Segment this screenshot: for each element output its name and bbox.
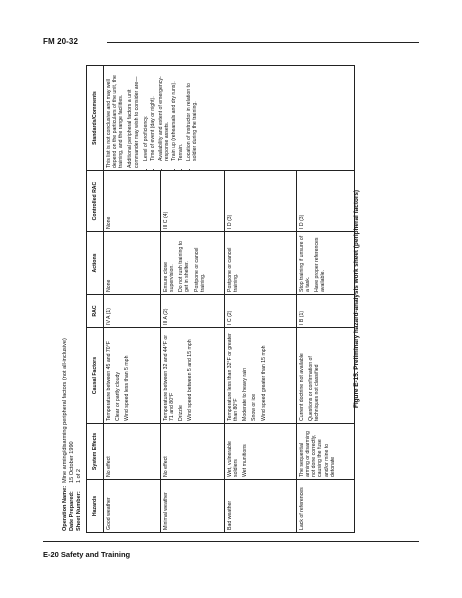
footer-rule (43, 541, 419, 542)
causal-text: Temperature between 32 and 44°F or 71 and 80°F (162, 335, 175, 421)
column-header-system-effects: System Effects (87, 424, 104, 480)
standards-bullet: • Train up (rehearsals and dry runs). (171, 68, 177, 161)
causal-factors-cell (297, 328, 355, 424)
page-footer: E-20 Safety and Training (43, 550, 131, 559)
column-header-controlled-rac: Controlled RAC (87, 171, 104, 232)
rotated-figure-area (62, 61, 378, 537)
controlled-rac-cell: None (104, 171, 161, 232)
table-row (104, 66, 161, 533)
causal-factors-cell (161, 328, 225, 424)
action-text: Ensure close supervision. (162, 262, 175, 292)
effect-text: Wet, vulnerable soldiers (226, 441, 239, 477)
hazard-cell: Bad weather (225, 480, 297, 533)
sheet-number-value: 1 of 2 (76, 469, 83, 483)
standards-comments-cell (104, 66, 355, 171)
manual-id: FM 20-32 (43, 37, 79, 46)
operation-name-value: Mine arming/disarming peripheral factors (not all-inclusive) (62, 338, 68, 483)
hazard-analysis-table (86, 65, 355, 533)
operation-info (62, 71, 84, 531)
system-effects-cell (297, 424, 355, 480)
rac-cell: III A (2) (161, 295, 225, 328)
operation-name-row (62, 71, 69, 531)
column-header-causal-factors: Causal Factors (87, 328, 104, 424)
action-text: Stop training if unsure of a task. (298, 235, 311, 292)
standards-bullet: • Level of proficiency. (143, 68, 149, 161)
standards-bullet: • Time of event (day or night). (150, 68, 156, 161)
controlled-rac-cell: III C (4) (161, 171, 225, 232)
sheet-number-label: Sheet Number: (76, 491, 83, 531)
controlled-rac-cell: I D (3) (297, 171, 355, 232)
causal-text: Wind speed greater than 15 mph (260, 345, 267, 421)
standards-bullet-list (143, 68, 198, 168)
actions-cell (225, 232, 297, 295)
hazard-cell: Good weather (104, 480, 161, 533)
causal-text: Current doctrine not available (298, 353, 305, 421)
rac-cell: I B (1) (297, 295, 355, 328)
standards-intro: This list is not conclusive and may well depend on the particulars of the unit, the training, and the range facilities. (105, 75, 125, 168)
effect-text: No effect (105, 456, 112, 477)
standards-bullet: • Availability and extent of emergency-response assets. (158, 68, 171, 161)
effect-text: Wet munitions (242, 444, 249, 477)
actions-cell (161, 232, 225, 295)
standards-bullet: • Terrain. (178, 68, 184, 161)
rotated-figure (62, 61, 378, 537)
causal-text: Clear or partly cloudy (114, 371, 121, 421)
action-text: Postpone or cancel training. (226, 247, 239, 292)
causal-factors-cell (225, 328, 297, 424)
rac-cell: I C (2) (225, 295, 297, 328)
causal-text: Temperature between 45 and 70°F (105, 341, 112, 421)
effect-text: The sequential arming or disarming not done correctly, causing the fuse and/or mine to detonate (298, 431, 336, 477)
column-header-standards: Standards/Comments (87, 66, 104, 171)
controlled-rac-cell: I D (3) (225, 171, 297, 232)
causal-text: Moderate to heavy rain (242, 367, 249, 421)
causal-text: Snow or ice (251, 393, 258, 421)
system-effects-cell (161, 424, 225, 480)
sheet-number-row (76, 71, 83, 531)
causal-text: Drizzle (178, 405, 185, 421)
column-header-rac: RAC (87, 295, 104, 328)
effect-text: No effect (162, 456, 169, 477)
date-prepared-value: 15 October 1990 (69, 441, 76, 483)
table-header-row (87, 66, 104, 533)
operation-name-label: Operation Name: (62, 485, 68, 531)
action-text: Do not rush training to get in shelter. (178, 240, 191, 292)
date-prepared-row (69, 71, 76, 531)
header-rule (107, 42, 419, 43)
standards-additional: Additional peripheral factors a unit commander may wish to consider are— (127, 76, 140, 168)
causal-text: Wind speed less than 5 mph (124, 355, 131, 421)
causal-factors-cell (104, 328, 161, 424)
system-effects-cell (225, 424, 297, 480)
causal-text: Temperature less than 32°F or greater than 80°F (226, 333, 239, 421)
hazard-cell: Minimal weather (161, 480, 225, 533)
action-text: Postpone or cancel training. (193, 247, 206, 292)
figure-caption: Figure E-15. Preliminary hazard-analysis work sheet (peripheral factors) (353, 189, 360, 409)
system-effects-cell (104, 424, 161, 480)
action-text: None (105, 279, 112, 292)
column-header-actions: Actions (87, 232, 104, 295)
rac-cell: IV A (1) (104, 295, 161, 328)
actions-cell (104, 232, 161, 295)
date-prepared-label: Date Prepared: (69, 491, 76, 531)
actions-cell (297, 232, 355, 295)
column-header-hazards: Hazards (87, 480, 104, 533)
hazard-cell: Lack of references (297, 480, 355, 533)
action-text: Have proper references available. (314, 237, 327, 292)
standards-bullet: • Location of instructor in relation to soldier during the training. (186, 68, 199, 161)
causal-text: Questions or confirmation of techniques not classified (307, 356, 321, 421)
causal-text: Wind speed between 5 and 15 mph (187, 339, 194, 421)
